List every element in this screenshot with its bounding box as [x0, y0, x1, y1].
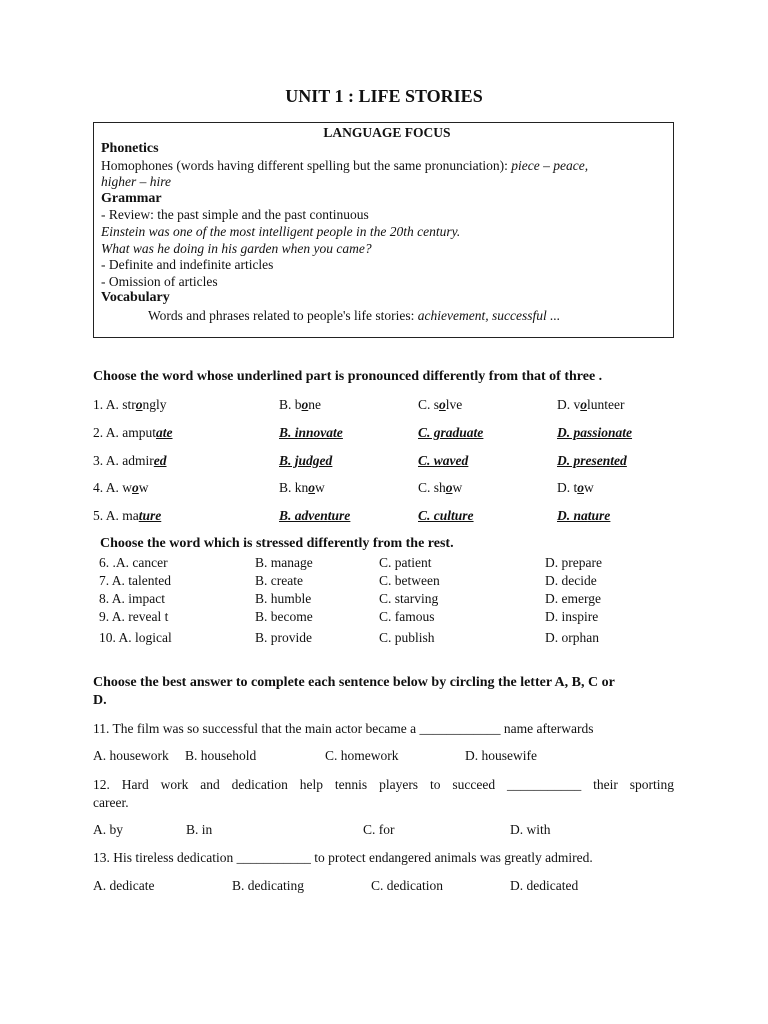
option-c[interactable]: C. publish	[379, 630, 435, 645]
question-13: 13. His tireless dedication ___________ to protect endangered animals was greatly admired.	[93, 850, 593, 865]
option-b[interactable]: B. humble	[255, 591, 312, 606]
option-d[interactable]: D. tow	[557, 480, 594, 495]
underlined-part: o	[577, 480, 584, 495]
option-d[interactable]: D. prepare	[545, 555, 602, 570]
language-focus-heading: LANGUAGE FOCUS	[323, 125, 451, 140]
underlined-part: ed	[455, 453, 469, 468]
option-b[interactable]: B. in	[186, 822, 213, 837]
option-c[interactable]: C. patient	[379, 555, 432, 570]
grammar-item: - Review: the past simple and the past continuous	[101, 207, 369, 223]
option-b[interactable]: B. adventure	[279, 508, 351, 523]
page-title: UNIT 1 : LIFE STORIES	[285, 86, 483, 106]
option-b[interactable]: B. create	[255, 573, 303, 588]
phonetics-examples: piece – peace,	[511, 157, 589, 173]
pronunciation-row	[93, 480, 693, 500]
grammar-item: - Definite and indefinite articles	[101, 257, 274, 273]
underlined-part: ture	[451, 508, 474, 523]
option-a[interactable]: 4. A. wow	[93, 480, 149, 495]
underlined-part: ate	[466, 425, 484, 440]
question-12: 12. Hard work and dedication help tennis players to succeed ___________ their sporting	[93, 777, 674, 792]
option-a[interactable]: A. dedicate	[93, 878, 155, 893]
stress-row	[93, 573, 693, 593]
option-d[interactable]: D. dedicated	[510, 878, 579, 893]
phonetics-text: Homophones (words having different spelling but the same pronunciation): piece – peace,	[101, 157, 589, 173]
underlined-part: o	[439, 397, 446, 412]
option-d[interactable]: D. emerge	[545, 591, 601, 606]
stress-row	[93, 591, 693, 611]
option-c[interactable]: C. graduate	[418, 425, 484, 440]
option-a[interactable]: 9. A. reveal t	[99, 609, 169, 624]
underlined-part: o	[135, 397, 143, 412]
question-13-options	[93, 878, 693, 898]
option-d[interactable]: D. with	[510, 822, 551, 837]
phonetics-examples-cont: higher – hire	[101, 174, 171, 190]
option-b[interactable]: B. become	[255, 609, 313, 624]
underlined-part: ed	[153, 453, 167, 468]
grammar-label: Grammar	[101, 190, 162, 206]
option-b[interactable]: B. manage	[255, 555, 313, 570]
stress-row	[93, 609, 693, 629]
pronunciation-row	[93, 508, 693, 528]
option-d[interactable]: D. inspire	[545, 609, 599, 624]
option-b[interactable]: B. bone	[279, 397, 322, 412]
underlined-part: ed	[319, 453, 333, 468]
option-b[interactable]: B. innovate	[279, 425, 343, 440]
mc-heading: Choose the best answer to complete each sentence below by circling the letter A, B, C or D.	[93, 675, 615, 708]
underlined-part: o	[580, 397, 587, 412]
option-a[interactable]: 8. A. impact	[99, 591, 165, 606]
option-d[interactable]: D. orphan	[545, 630, 599, 645]
option-c[interactable]: C. culture	[418, 508, 474, 523]
vocabulary-label: Vocabulary	[101, 290, 170, 306]
question-11-options	[93, 748, 693, 768]
option-a[interactable]: 5. A. mature	[93, 508, 162, 523]
underlined-part: ture	[587, 508, 611, 523]
option-d[interactable]: D. passionate	[557, 425, 633, 440]
option-c[interactable]: C. between	[379, 573, 440, 588]
option-c[interactable]: C. famous	[379, 609, 435, 624]
pronunciation-row	[93, 453, 693, 473]
underlined-part: o	[308, 480, 316, 495]
option-c[interactable]: C. waved	[418, 453, 469, 468]
pronunciation-heading: Choose the word whose underlined part is pronounced differently from that of three .	[93, 369, 603, 384]
underlined-part: ture	[138, 508, 162, 523]
underlined-part: ate	[156, 425, 173, 440]
grammar-example: What was he doing in his garden when you came?	[101, 240, 372, 256]
pronunciation-row	[93, 425, 693, 445]
option-b[interactable]: B. dedicating	[232, 878, 304, 893]
underlined-part: o	[301, 397, 309, 412]
option-a[interactable]: 3. A. admired	[93, 453, 167, 468]
option-a[interactable]: 2. A. amputate	[93, 425, 173, 440]
stress-heading: Choose the word which is stressed differently from the rest.	[100, 536, 454, 551]
option-b[interactable]: B. provide	[255, 630, 312, 645]
option-d[interactable]: D. nature	[557, 508, 611, 523]
vocabulary-text: Words and phrases related to people's life stories: achievement, successful ...	[148, 307, 561, 323]
option-b[interactable]: B. judged	[279, 453, 333, 468]
question-12-cont: career.	[93, 795, 129, 810]
option-c[interactable]: C. starving	[379, 591, 439, 606]
phonetics-label: Phonetics	[101, 141, 159, 156]
option-a[interactable]: 6. .A. cancer	[99, 555, 168, 570]
stress-row	[93, 630, 693, 650]
question-11: 11. The film was so successful that the main actor became a ____________ name afterwards	[93, 721, 594, 736]
option-d[interactable]: D. volunteer	[557, 397, 625, 412]
underlined-part: o	[132, 480, 139, 495]
option-d[interactable]: D. presented	[557, 453, 627, 468]
stress-row	[93, 555, 693, 575]
question-12-options	[93, 822, 693, 842]
option-c[interactable]: C. solve	[418, 397, 463, 412]
pronunciation-row	[93, 397, 693, 417]
option-d[interactable]: D. decide	[545, 573, 597, 588]
underlined-part: o	[445, 480, 453, 495]
option-a[interactable]: A. by	[93, 822, 123, 837]
underlined-part: ed	[614, 453, 627, 468]
option-b[interactable]: B. household	[185, 748, 257, 763]
option-c[interactable]: C. homework	[325, 748, 399, 763]
option-a[interactable]: 10. A. logical	[99, 630, 172, 645]
language-focus-box	[93, 122, 674, 338]
option-c[interactable]: C. for	[363, 822, 395, 837]
vocabulary-examples: achievement, successful ...	[417, 307, 561, 323]
option-b[interactable]: B. know	[279, 480, 325, 495]
option-c[interactable]: C. dedication	[371, 878, 443, 893]
option-c[interactable]: C. show	[418, 480, 463, 495]
underlined-part: ate	[615, 425, 633, 440]
grammar-example: Einstein was one of the most intelligent people in the 20th century.	[101, 223, 461, 239]
option-a[interactable]: A. housework	[93, 748, 169, 763]
option-a[interactable]: 7. A. talented	[99, 573, 171, 588]
underlined-part: ture	[327, 508, 351, 523]
option-d[interactable]: D. housewife	[465, 748, 537, 763]
underlined-part: ate	[326, 425, 343, 440]
grammar-item: - Omission of articles	[101, 273, 218, 289]
option-a[interactable]: 1. A. strongly	[93, 397, 167, 412]
